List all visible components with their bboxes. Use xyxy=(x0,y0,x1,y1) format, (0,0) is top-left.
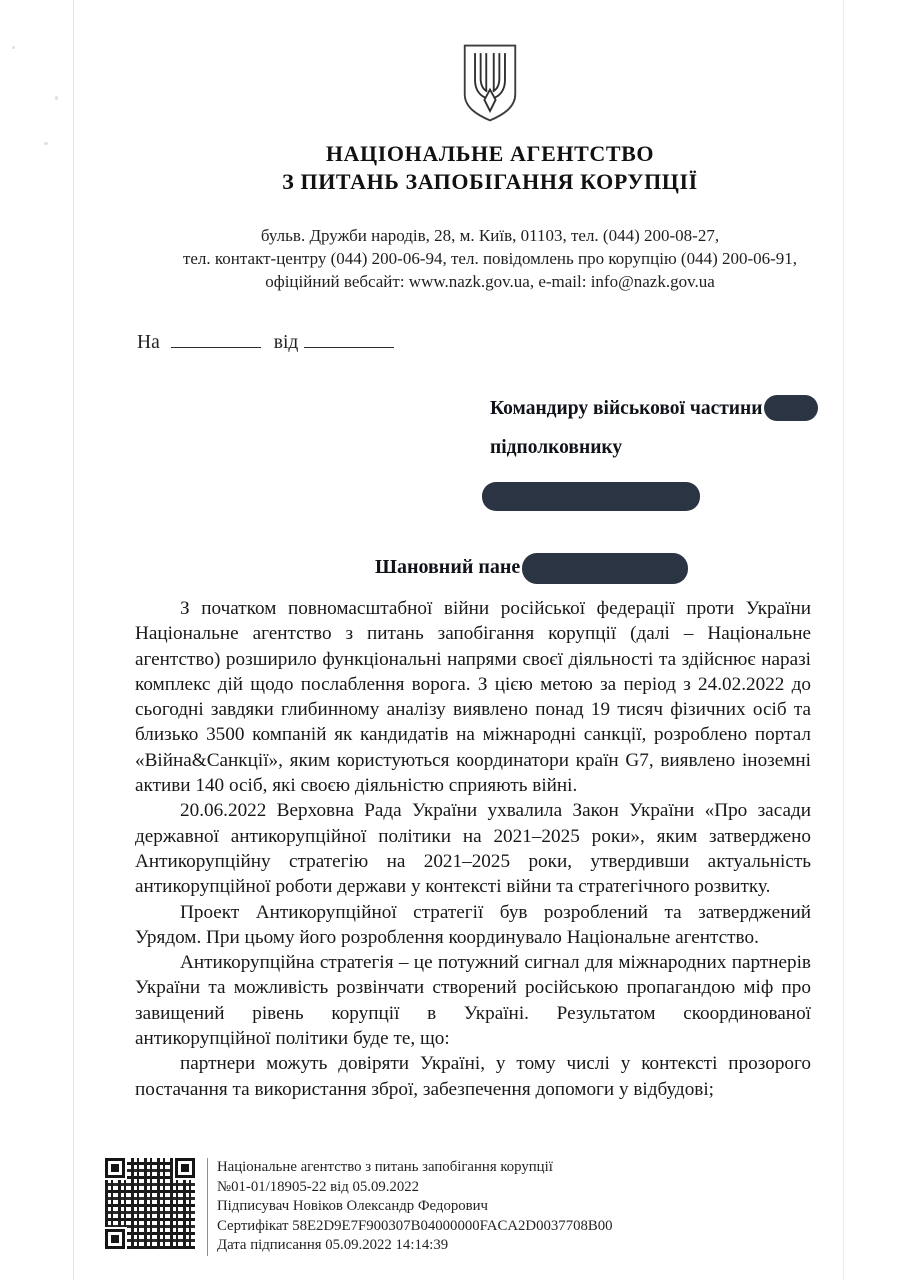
signature-stamp-text xyxy=(207,1158,613,1256)
scan-speck xyxy=(44,142,48,145)
body-paragraph: З початком повномасштабної війни російської федерації проти України Національне агентство з питань запобігання корупції (далі – Національне агентство) розширило функціональні напрями своєї діяльності та здійснює наразі комплекс дій щодо послаблення ворога. З цією метою за період з 24.02.2022 до сьогодні завдяки глибинному аналізу виявлено понад 19 тисяч фізичних осіб та близько 3500 компаній як кандидатів на міжнародні санкції, розроблено портал «Війна&Санкції», яким користуються координатори країн G7, виявлено іноземні активи 140 осіб, які своєю діяльністю сприяють війні. xyxy=(135,598,811,797)
body-paragraph: Проект Антикорупційної стратегії був розроблений та затверджений Урядом. При цьому його розроблення координувало Національне агентство. xyxy=(135,901,811,948)
org-address-line: бульв. Дружби народів, 28, м. Київ, 01103, тел. (044) 200-08-27, xyxy=(260,226,720,245)
org-address-line: тел. контакт-центру (044) 200-06-94, тел. повідомлень про корупцію (044) 200-06-91, xyxy=(182,249,798,268)
redacted-addressee-name xyxy=(522,553,688,584)
scan-speck xyxy=(12,46,15,49)
ref-date-blank xyxy=(304,332,394,348)
org-title-line2: З ПИТАНЬ ЗАПОБІГАННЯ КОРУПЦІЇ xyxy=(282,169,698,194)
stamp-signer: Підписувач Новіков Олександр Федорович xyxy=(217,1198,488,1214)
salutation-text: Шановний пане xyxy=(375,556,521,579)
salutation-line xyxy=(375,553,688,584)
ref-number-blank xyxy=(171,332,261,348)
qr-finder-icon xyxy=(105,1158,125,1178)
org-address-line: офіційний вебсайт: www.nazk.gov.ua, e-mail: info@nazk.gov.ua xyxy=(265,272,715,291)
org-address-block xyxy=(135,224,845,293)
ref-vid-label: від xyxy=(273,332,299,353)
addressee-line1 xyxy=(490,395,855,421)
redacted-recipient-name xyxy=(482,482,700,511)
stamp-org-name: Національне агентство з питань запобігання корупції xyxy=(217,1159,553,1175)
qr-finder-icon xyxy=(105,1229,125,1249)
stamp-signing-date: Дата підписання 05.09.2022 14:14:39 xyxy=(217,1237,449,1253)
addressee-block xyxy=(490,395,855,517)
page-scan-left-edge xyxy=(73,0,74,1280)
org-title-line1: НАЦІОНАЛЬНЕ АГЕНТСТВО xyxy=(325,141,655,166)
body-paragraph: партнери можуть довіряти Україні, у тому числі у контексті прозорого постачання та використання зброї, забезпечення допомоги у відбудові; xyxy=(135,1053,811,1100)
qr-code xyxy=(105,1158,195,1249)
qr-finder-icon xyxy=(175,1158,195,1178)
stamp-certificate: Сертифікат 58E2D9E7F900307B04000000FACA2D0037708B00 xyxy=(217,1217,613,1234)
ukraine-trident-emblem-icon xyxy=(461,42,519,124)
redacted-unit-number xyxy=(764,395,818,421)
letter-body xyxy=(135,596,811,1102)
reference-number-line xyxy=(137,332,394,354)
ref-na-label: На xyxy=(137,332,160,353)
body-paragraph: 20.06.2022 Верховна Рада України ухвалила Закон України «Про засади державної антикорупційної політики на 2021–2025 роки», яким затверджено Антикорупційну стратегію на 2021–2025 роки, утвердивши актуальність антикорупційної роботи держави у контексті війни та стратегічного розвитку. xyxy=(135,800,811,898)
signature-stamp xyxy=(105,1158,613,1256)
body-paragraph: Антикорупційна стратегія – це потужний сигнал для міжнародних партнерів України та можливість розвінчати створений російською пропагандою міф про завищений рівень корупції в Україні. Результатом скоординованої антикорупційної політики буде те, що: xyxy=(135,952,811,1050)
letterhead xyxy=(135,42,845,293)
stamp-doc-number: №01-01/18905-22 від 05.09.2022 xyxy=(217,1178,420,1195)
addressee-title: Командиру військової частини xyxy=(490,398,763,419)
addressee-rank: підполковнику xyxy=(490,437,623,458)
scan-speck xyxy=(55,96,58,100)
